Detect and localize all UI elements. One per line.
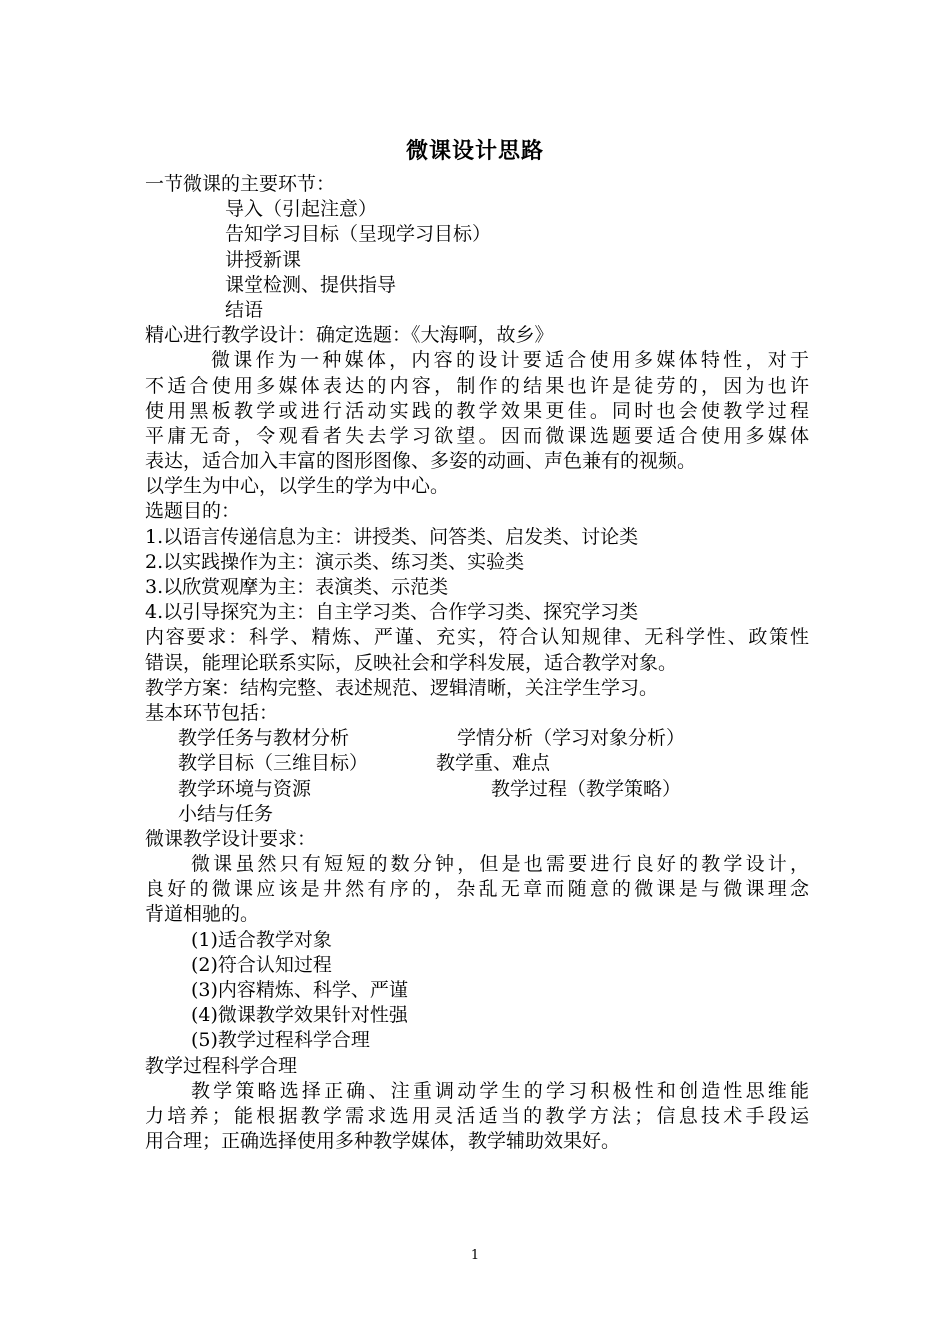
paragraph-line: 力培养；能根据教学需求选用灵活适当的教学方法；信息技术手段运 [145,1104,809,1127]
step-item: 课堂检测、提供指导 [225,273,397,296]
basic-item: 小结与任务 [178,802,274,825]
requirement-item: (4)微课教学效果针对性强 [191,1004,408,1027]
basic-row [145,777,809,802]
section-heading-design: 精心进行教学设计：确定选题：《大海啊，故乡》 [145,324,554,347]
basic-item: 教学过程（教学策略） [491,777,682,800]
step-item: 告知学习目标（呈现学习目标） [225,223,492,246]
basic-row [145,751,809,776]
paragraph-line: 不适合使用多媒体表达的内容，制作的结果也许是徒劳的，因为也许 [145,374,809,397]
paragraph-line: 教学策略选择正确、注重调动学生的学习积极性和创造性思维能 [191,1079,809,1102]
paragraph-line: 平庸无奇，令观看者失去学习欲望。因而微课选题要适合使用多媒体 [145,424,809,447]
paragraph-line: 背道相驰的。 [145,903,260,926]
section-heading-purpose: 选题目的： [145,500,241,523]
step-item: 导入（引起注意） [225,198,378,221]
requirement-item: (5)教学过程科学合理 [191,1029,370,1052]
requirement-item: (3)内容精炼、科学、严谨 [191,979,408,1001]
paragraph-line: 使用黑板教学或进行活动实践的教学效果更佳。同时也会使教学过程 [145,399,809,422]
paragraph-line: 良好的微课应该是井然有序的，杂乱无章而随意的微课是与微课理念 [145,878,809,901]
section-heading-main-steps: 一节微课的主要环节： [145,173,336,195]
purpose-item: 1.以语言传递信息为主：讲授类、问答类、启发类、讨论类 [145,525,639,548]
section-heading-basic: 基本环节包括： [145,701,279,724]
paragraph-line: 用合理；正确选择使用多种教学媒体，教学辅助效果好。 [145,1130,621,1153]
basic-item: 教学目标（三维目标） [178,752,369,775]
page-title: 微课设计思路 [405,138,544,164]
page-number: 1 [470,1248,480,1263]
content-requirement-line: 错误，能理论联系实际，反映社会和学科发展，适合教学对象。 [145,651,678,674]
paragraph-line: 表达，适合加入丰富的图形图像、多姿的动画、声色兼有的视频。 [145,450,697,473]
basic-item: 教学重、难点 [436,752,551,775]
teaching-plan: 教学方案：结构完整、表述规范、逻辑清晰，关注学生学习。 [145,676,659,699]
purpose-item: 4.以引导探究为主：自主学习类、合作学习类、探究学习类 [145,601,639,624]
purpose-item: 3.以欣赏观摩为主：表演类、示范类 [145,576,449,598]
requirement-item: (2)符合认知过程 [191,953,332,976]
purpose-item: 2.以实践操作为主：演示类、练习类、实验类 [145,550,525,573]
section-heading-design-requirements: 微课教学设计要求： [145,827,317,850]
paragraph-line: 微课虽然只有短短的数分钟，但是也需要进行良好的教学设计， [191,853,809,876]
step-item: 结语 [225,298,264,321]
document-body [145,172,809,1154]
requirement-item: (1)适合教学对象 [191,928,332,951]
basic-item: 学情分析（学习对象分析） [457,727,686,750]
basic-item: 教学环境与资源 [178,777,312,800]
section-heading-process: 教学过程科学合理 [145,1054,298,1077]
basic-row [145,726,809,751]
paragraph-line: 以学生为中心，以学生的学为中心。 [145,475,450,498]
content-requirement-line: 内容要求：科学、精炼、严谨、充实，符合认知规律、无科学性、政策性 [145,626,809,649]
step-item: 讲授新课 [225,248,302,271]
basic-item: 教学任务与教材分析 [178,727,350,750]
paragraph-line: 微课作为一种媒体，内容的设计要适合使用多媒体特性，对于 [211,349,809,372]
